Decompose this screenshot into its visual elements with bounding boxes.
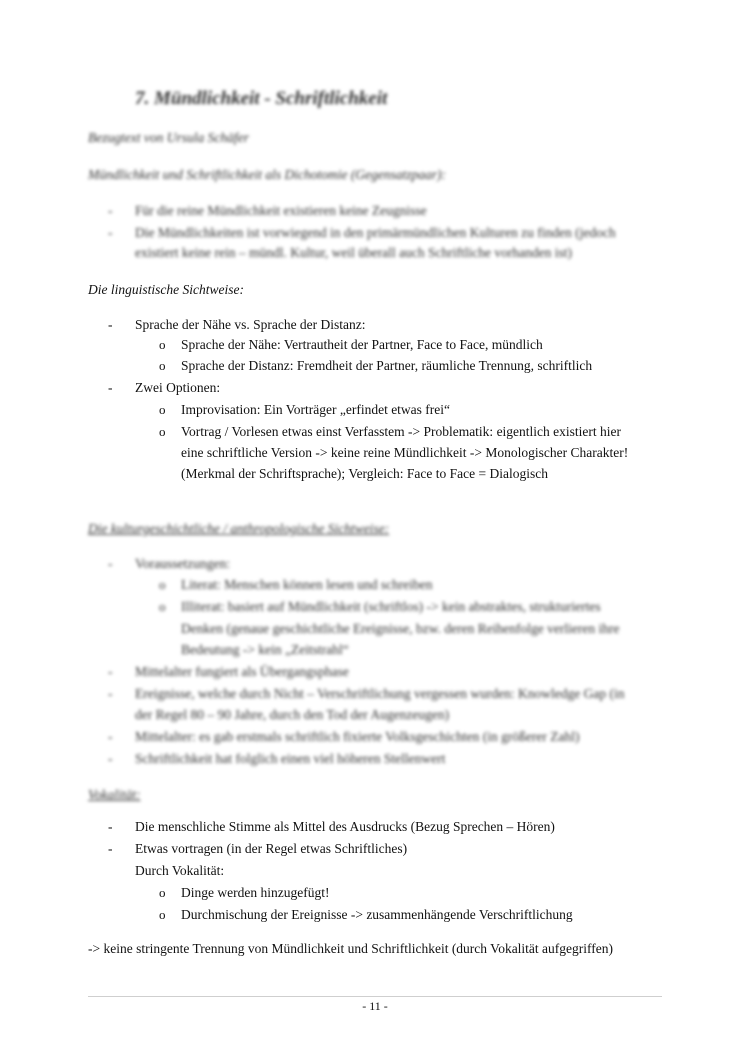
section-heading-linguistic: Die linguistische Sichtweise: — [88, 282, 244, 297]
source-note: Bezugtext von Ursula Schäfer — [88, 130, 249, 145]
list-item: - Sprache der Nähe vs. Sprache der Distanz: — [135, 316, 366, 334]
sub-list-item: o Improvisation: Ein Vorträger „erfindet etwas frei“ — [181, 401, 450, 419]
page-number: - 11 - — [362, 999, 388, 1013]
list-item: - Mittelalter fungiert als Übergangsphase — [135, 663, 349, 681]
section-heading-vocality: Vokalität: — [88, 787, 141, 802]
sub-list-item: o Illiterat: basiert auf Mündlichkeit (schriftlos) -> kein abstraktes, strukturiertes — [181, 598, 601, 616]
list-item: - Ereignisse, welche durch Nicht – Verschriftlichung vergessen wurden: Knowledge Gap (in — [135, 685, 625, 703]
sub-list-item: o Sprache der Distanz: Fremdheit der Partner, räumliche Trennung, schriftlich — [181, 357, 592, 375]
sub-list-item: o Vortrag / Vorlesen etwas einst Verfasstem -> Problematik: eigentlich existiert hier — [181, 423, 621, 441]
list-item-continuation: existiert keine rein – mündl. Kultur, weil überall auch Schriftliche vorhanden ist) — [135, 245, 572, 260]
dichotomy-heading: Mündlichkeit und Schriftlichkeit als Dichotomie (Gegensatzpaar): — [88, 167, 447, 182]
list-item: - Zwei Optionen: — [135, 379, 220, 397]
list-item: - Schriftlichkeit hat folglich einen viel höheren Stellenwert — [135, 750, 445, 768]
sub-list-item: o Sprache der Nähe: Vertrautheit der Partner, Face to Face, mündlich — [181, 336, 543, 354]
page-title: 7. Mündlichkeit - Schriftlichkeit — [135, 88, 388, 109]
sub-list-item-continuation: Denken (genaue geschichtliche Ereignisse, bzw. deren Reihenfolge verlieren ihre — [181, 621, 620, 636]
list-item: - Die Mündlichkeiten ist vorwiegend in den primärmündlichen Kulturen zu finden (jedoch — [135, 224, 616, 242]
list-item: - Für die reine Mündlichkeit existieren keine Zeugnisse — [135, 202, 427, 220]
sub-list-item: o Literat: Menschen können lesen und schreiben — [181, 576, 433, 594]
sub-list-item-continuation: eine schriftliche Version -> keine reine Mündlichkeit -> Monologischer Charakter! — [181, 445, 629, 460]
list-item-continuation: der Regel 80 – 90 Jahre, durch den Tod der Augenzeugen) — [135, 707, 450, 722]
list-item: - Die menschliche Stimme als Mittel des Ausdrucks (Bezug Sprechen – Hören) — [135, 818, 555, 836]
list-item: - Mittelalter: es gab erstmals schriftlich fixierte Volksgeschichten (in größerer Zahl) — [135, 728, 580, 746]
sub-list-item-continuation: Bedeutung -> kein „Zeitstrahl“ — [181, 642, 349, 657]
sub-list-item: o Durchmischung der Ereignisse -> zusammenhängende Verschriftlichung — [181, 906, 573, 924]
footer-divider — [88, 996, 662, 997]
section-heading-cultural: Die kulturgeschichtliche / anthropologische Sichtweise: — [88, 521, 390, 536]
sub-list-item: o Dinge werden hinzugefügt! — [181, 884, 329, 902]
list-item: - Etwas vortragen (in der Regel etwas Schriftliches) — [135, 840, 407, 858]
sub-list-item-continuation: (Merkmal der Schriftsprache); Vergleich: Face to Face = Dialogisch — [181, 466, 548, 481]
list-item-continuation: Durch Vokalität: — [135, 863, 225, 878]
conclusion-text: -> keine stringente Trennung von Mündlichkeit und Schriftlichkeit (durch Vokalität aufgegriffen) — [88, 941, 614, 956]
list-item: - Voraussetzungen: — [135, 555, 230, 573]
